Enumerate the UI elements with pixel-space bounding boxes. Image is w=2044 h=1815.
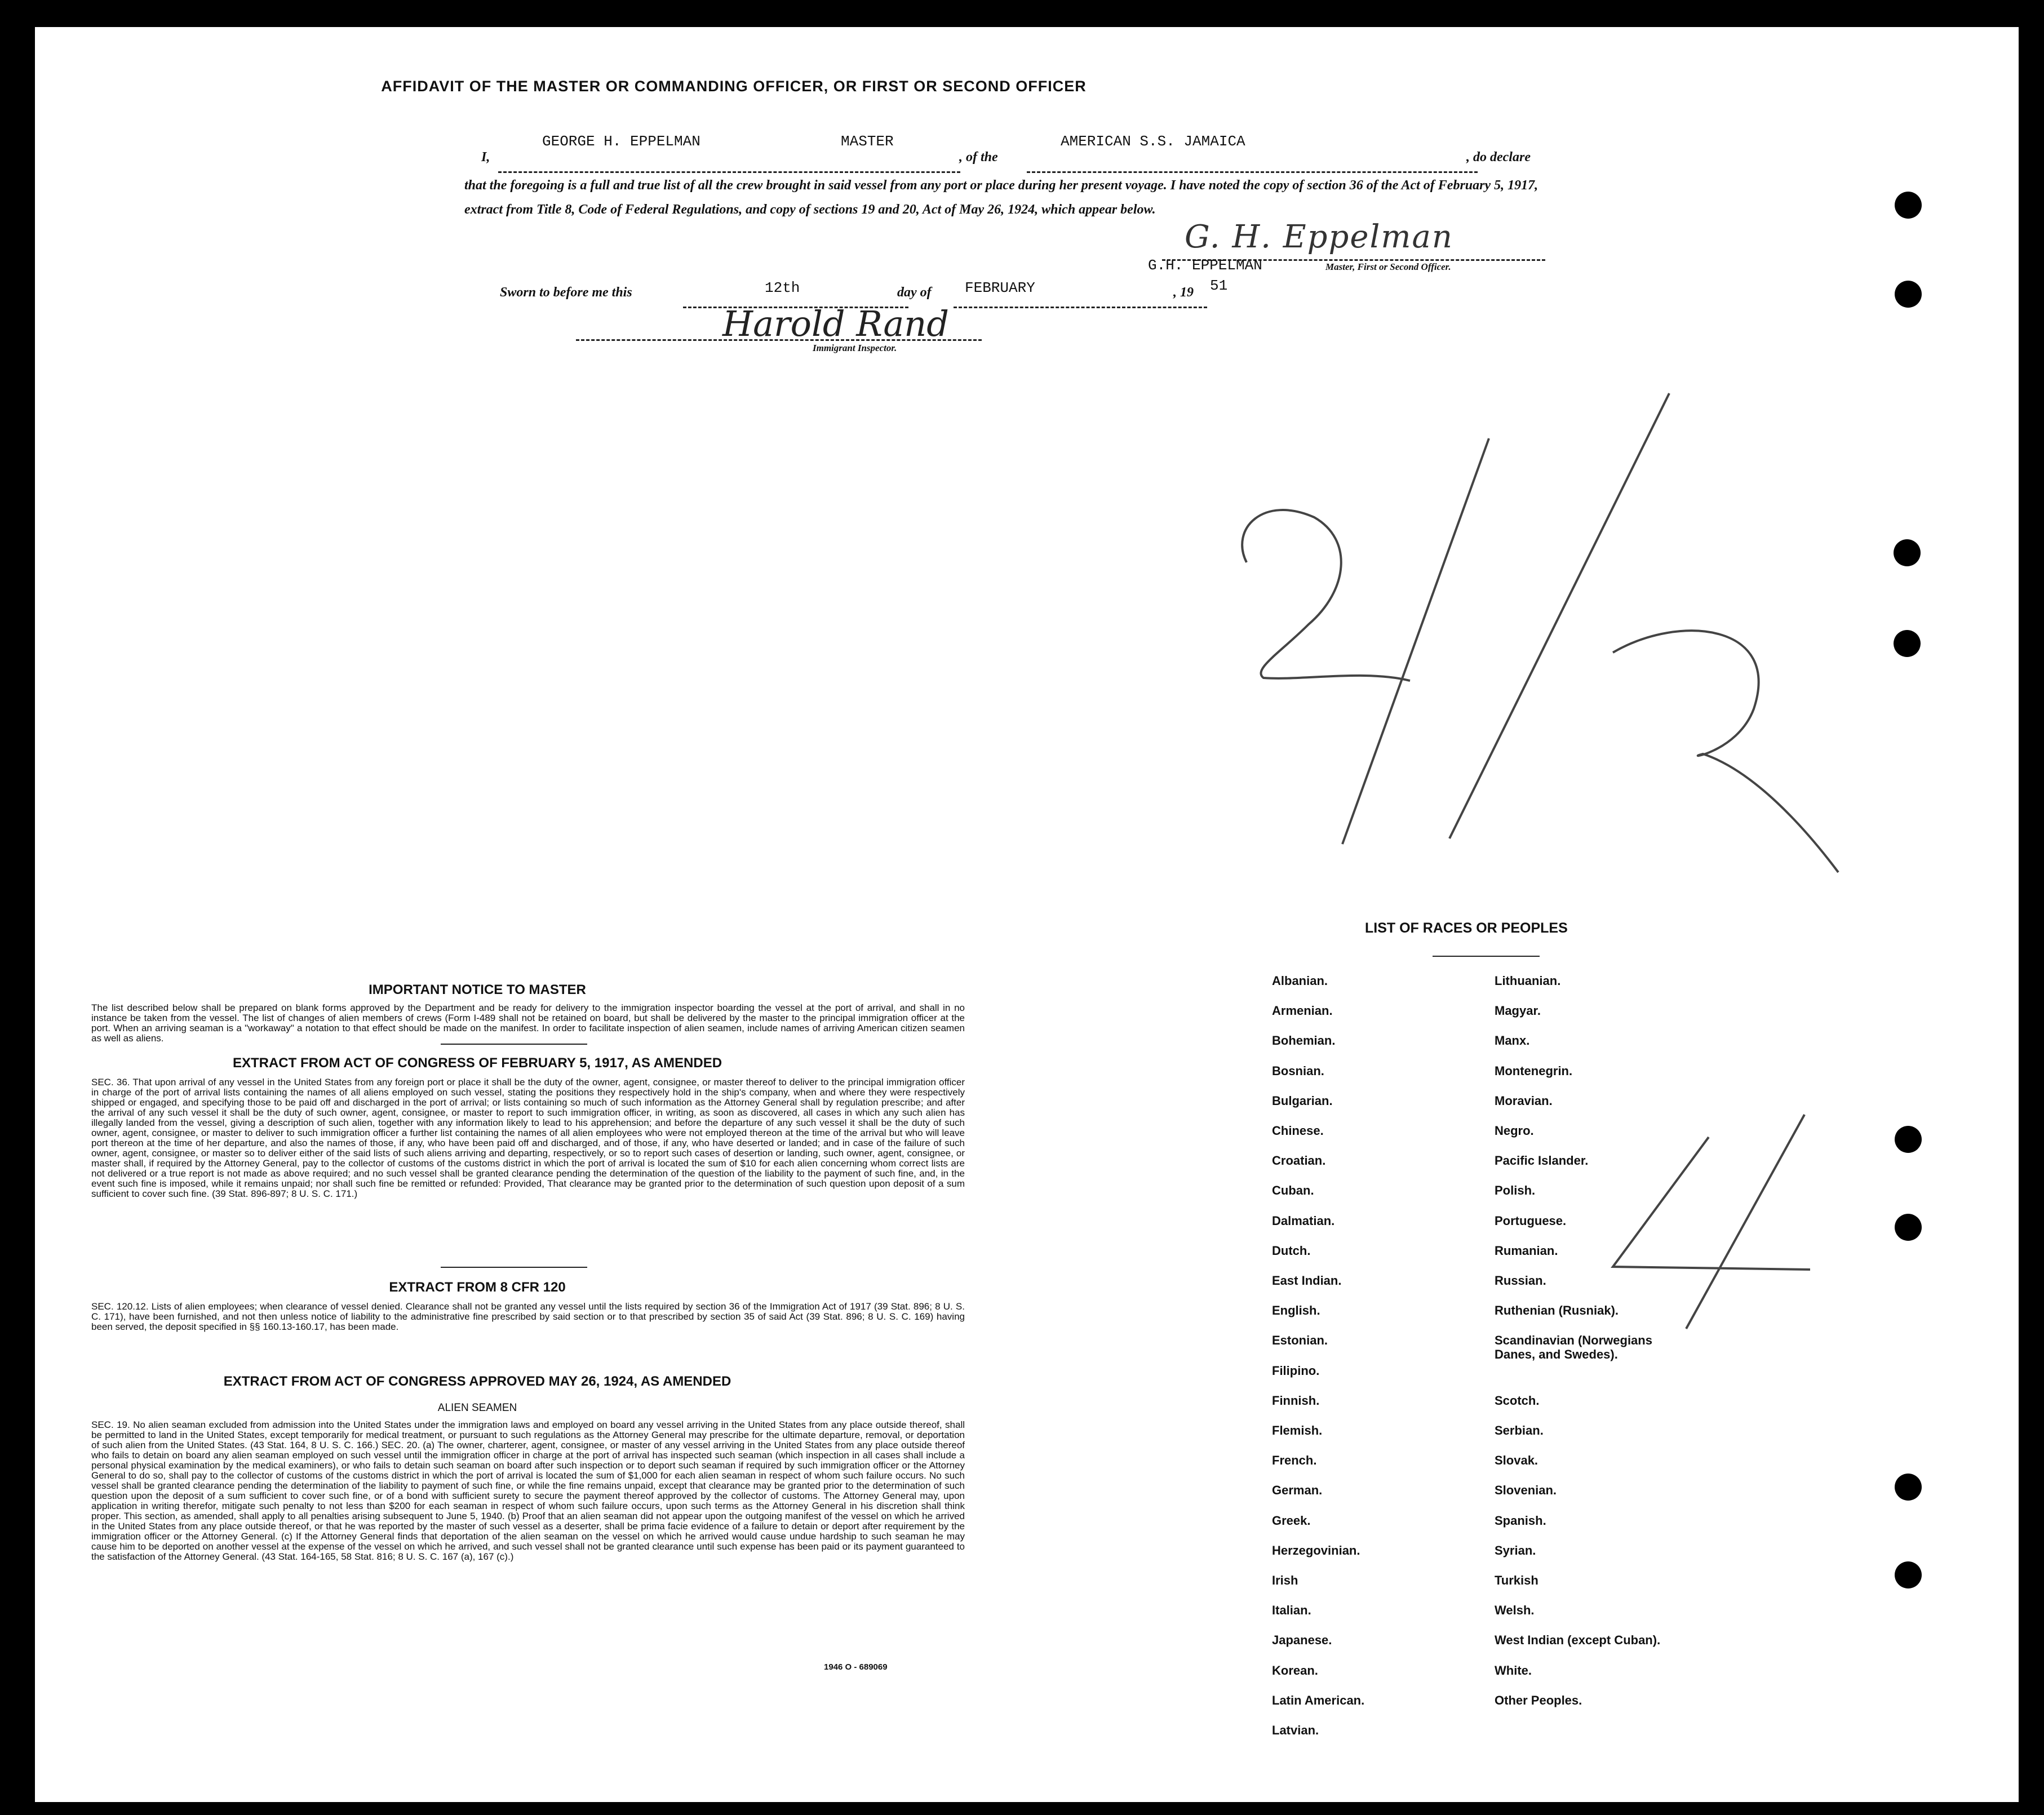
race-item: Serbian. [1495, 1423, 1544, 1437]
race-item: Manx. [1495, 1033, 1530, 1048]
inspector-signature: Harold Rand [722, 303, 949, 344]
declare-label: , do declare [1466, 150, 1531, 165]
year-prefix: , 19 [1173, 285, 1194, 300]
race-item: Chinese. [1272, 1124, 1324, 1138]
declarant-name: GEORGE H. EPPELMAN [542, 133, 700, 150]
of-the-label: , of the [959, 150, 998, 165]
race-item: English. [1272, 1303, 1320, 1318]
race-item: Filipino. [1272, 1363, 1320, 1378]
punch-hole [1895, 192, 1922, 219]
race-item: Bulgarian. [1272, 1093, 1333, 1108]
punch-hole [1895, 281, 1922, 308]
extract-1917-heading: EXTRACT FROM ACT OF CONGRESS OF FEBRUARY 5, 1917, AS AMENDED [232, 1055, 722, 1071]
race-item: Ruthenian (Rusniak). [1495, 1303, 1619, 1318]
race-item: Scotch. [1495, 1393, 1540, 1408]
inspector-caption: Immigrant Inspector. [813, 343, 897, 353]
declarant-prefix: I, [481, 150, 490, 165]
notice-text: The list described below shall be prepared on blank forms approved by the Department and be ready for delivery to the immigration inspector boarding the vessel at the port of arrival, and shall in no instance be taken from the vessel. The list of changes of alien members of crews (Form I-489 shall not be retained on board, but shall be delivered by the master to the principal immigration officer at the port. When an arriving seaman is a "workaway" a notation to that effect should be made on the manifest. In order to facilitate inspection of alien seamen, include names of arriving American citizen seamen as well as aliens. [91, 1002, 965, 1044]
declaration-body: that the foregoing is a full and true list of all the crew brought in said vessel from any port or place during her present voyage. I have noted the copy of section 36 of the Act of February 5, 1917, extract from Title 8, Code of Federal Regulations, and copy of sections 19 and 20, Act of May 26, 1924, which appear below. [464, 178, 1538, 217]
race-item: Scandinavian (Norwegians Danes, and Swedes). [1495, 1333, 1652, 1362]
race-item: Korean. [1272, 1663, 1318, 1678]
inspector-line [576, 320, 982, 341]
race-item: Irish [1272, 1573, 1298, 1587]
vessel-line [1027, 152, 1478, 173]
race-item: Pacific Islander. [1495, 1153, 1589, 1168]
race-item: Dalmatian. [1272, 1213, 1335, 1228]
race-item: Russian. [1495, 1273, 1546, 1288]
race-item: Armenian. [1272, 1004, 1333, 1018]
race-item: West Indian (except Cuban). [1495, 1633, 1661, 1648]
punch-hole [1895, 1561, 1922, 1588]
race-item: Slovak. [1495, 1453, 1538, 1468]
race-item: Negro. [1495, 1124, 1534, 1138]
race-item: Greek. [1272, 1513, 1311, 1528]
day-of-label: day of [897, 285, 932, 300]
race-item: East Indian. [1272, 1273, 1342, 1288]
race-item: Magyar. [1495, 1004, 1541, 1018]
year-suffix: 51 [1210, 277, 1228, 294]
extract-cfr-heading: EXTRACT FROM 8 CFR 120 [389, 1280, 566, 1295]
punch-hole [1894, 630, 1921, 657]
race-item: Other Peoples. [1495, 1693, 1582, 1707]
race-item: Portuguese. [1495, 1213, 1567, 1228]
sworn-day: 12th [765, 279, 800, 296]
declarant-line [498, 152, 960, 173]
races-divider [1433, 956, 1540, 957]
race-item: Italian. [1272, 1603, 1311, 1618]
divider-1 [441, 1044, 587, 1045]
race-item: Polish. [1495, 1183, 1536, 1198]
handwritten-number-mark [1596, 1109, 1821, 1334]
race-item: Latvian. [1272, 1723, 1319, 1737]
vessel-name: AMERICAN S.S. JAMAICA [1061, 133, 1245, 150]
race-item: Croatian. [1272, 1153, 1326, 1168]
extract-1924-heading: EXTRACT FROM ACT OF CONGRESS APPROVED MAY 26, 1924, AS AMENDED [223, 1374, 731, 1389]
race-item: Lithuanian. [1495, 974, 1561, 988]
extract-cfr-text: SEC. 120.12. Lists of alien employees; when clearance of vessel denied. Clearance shall not be granted any vessel until the lists required by section 36 of the Immigration Act of 1917 (39 Stat. 896; 8 U. S. C. 171), have been furnished, and not then unless notice of liability to the administrative fine prescribed by said section or to that prescribed by section 35 of said Act (39 Stat. 896; 8 U. S. C. 169) having been served, the deposit specified in §§ 160.13-160.17, has been made. [91, 1301, 965, 1332]
races-heading: LIST OF RACES OR PEOPLES [1365, 920, 1568, 936]
race-item: Montenegrin. [1495, 1063, 1573, 1078]
sworn-month: FEBRUARY [965, 279, 1035, 296]
extract-1917-text: SEC. 36. That upon arrival of any vessel in the United States from any foreign port or place it shall be the duty of the owner, agent, consignee, or master thereof to deliver to the principal immigration officer in charge of the port of arrival lists containing the names of all aliens employed on such vessel, stating the positions they respectively hold in the ship's company, when and where they were respectively shipped or engaged, and specifying those to be paid off and discharged in the port of arrival; or lists containing so much of such information as the Attorney General shall by regulation prescribe; and after the arrival of any such vessel it shall be the duty of such owner, agent, consignee, or master to report to such immigration officer, in writing, as soon as discovered, all cases in which any such alien has illegally landed from the vessel, giving a description of such alien, together with any information likely to lead to his apprehension; and before the departure of any such vessel it shall be the duty of such owner, agent, consignee, or master to deliver to such immigration officer a further list containing the names of all alien employees who were not employed thereon at the time of the arrival but who will leave port thereon at the time of her departure, and also the names of those, if any, who have been paid off and discharged, and of those, if any, who have deserted or landed; and in case of the failure of such owner, agent, consignee, or master so to deliver either of the said lists of such aliens arriving and departing, respectively, or so to report such cases of desertion or landing, such owner, agent, consignee, or master shall, if required by the Attorney General, pay to the collector of customs of the customs district in which the port of arrival is located the sum of $10 for each alien concerning whom correct lists are not delivered or a true report is not made as above required; and no such vessel shall be granted clearance pending the determination of the question of the liability to the payment of such fine, and, in the event such fine is imposed, while it remains unpaid; nor shall such fine be remitted or refunded: Provided, That clearance may be granted prior to the determination of such question upon deposit of a sum sufficient to cover such fine. (39 Stat. 896-897; 8 U. S. C. 171.) [91, 1077, 965, 1199]
race-item: Finnish. [1272, 1393, 1320, 1408]
race-item: Japanese. [1272, 1633, 1332, 1648]
race-item: Cuban. [1272, 1183, 1314, 1198]
notice-heading: IMPORTANT NOTICE TO MASTER [369, 982, 586, 997]
affidavit-title: AFFIDAVIT OF THE MASTER OR COMMANDING OFFICER, OR FIRST OR SECOND OFFICER [381, 78, 1087, 95]
punch-hole [1895, 1126, 1922, 1153]
alien-seamen-subheading: ALIEN SEAMEN [437, 1402, 517, 1414]
race-item: Welsh. [1495, 1603, 1535, 1618]
race-item: Turkish [1495, 1573, 1538, 1587]
race-item: Albanian. [1272, 974, 1328, 988]
punch-hole [1895, 1474, 1922, 1501]
race-item: Flemish. [1272, 1423, 1323, 1437]
signature-caption: Master, First or Second Officer. [1325, 261, 1451, 272]
master-signature: G. H. Eppelman [1185, 219, 1453, 255]
race-item: French. [1272, 1453, 1317, 1468]
race-item: Bosnian. [1272, 1063, 1324, 1078]
race-item: Slovenian. [1495, 1483, 1557, 1498]
punch-hole [1894, 539, 1921, 566]
handwritten-fraction-mark [1218, 388, 1861, 895]
document-page [35, 27, 2019, 1802]
declarant-rank: MASTER [841, 133, 894, 150]
race-item: White. [1495, 1663, 1532, 1678]
race-item: Syrian. [1495, 1543, 1536, 1557]
print-code: 1946 O - 689069 [824, 1662, 888, 1672]
race-item: German. [1272, 1483, 1323, 1498]
divider-2 [441, 1267, 587, 1268]
race-item: Estonian. [1272, 1333, 1328, 1348]
race-item: Rumanian. [1495, 1243, 1558, 1258]
sworn-prefix: Sworn to before me this [500, 285, 632, 300]
extract-1924-text: SEC. 19. No alien seaman excluded from admission into the United States under the immigration laws and employed on board any vessel arriving in the United States from any place outside thereof, shall be permitted to land in the United States, except temporarily for medical treatment, or pursuant to such regulations as the Attorney General may prescribe for the ultimate departure, removal, or deportation of such alien from the United States. (43 Stat. 164, 8 U. S. C. 166.) SEC. 20. (a) The owner, charterer, agent, consignee, or master of any vessel arriving in the United States from any place outside thereof who fails to detain on board any alien seaman employed on such vessel until the immigration officer in charge at the port of arrival has inspected such seaman (which inspection in all cases shall include a personal physical examination by the medical examiners), or who fails to detain such seaman on board after such inspection or to deport such seaman if required by such immigration officer or the Attorney General to do so, shall pay to the collector of customs of the customs district in which the port of arrival is located the sum of $1,000 for each alien seaman in respect of whom such failure occurs. No such vessel shall be granted clearance pending the determination of the liability to payment of such fine, or while the fine remains unpaid, except that clearance may be granted prior to the determination of such question upon the deposit of a sum sufficient to cover such fine, or of a bond with sufficient surety to secure the payment thereof approved by the collector of customs. The Attorney General may, upon application in writing therefor, mitigate such penalty to not less than $200 for each seaman in respect of whom such failure occurs, upon such terms as the Attorney General in his discretion shall think proper. This section, as amended, shall apply to all penalties arising subsequent to June 5, 1940. (b) Proof that an alien seaman did not appear upon the outgoing manifest of the vessel on which he arrived in the United States from any place outside thereof, or that he was reported by the master of such vessel as a deserter, shall be prima facie evidence of a failure to detain or deport after requirement by the immigration officer or the Attorney General. (c) If the Attorney General finds that deportation of the alien seaman on the vessel on which he arrived would cause undue hardship to such seaman he may cause him to be deported on another vessel at the expense of the vessel on which he arrived, and such vessel shall not be granted clearance until such expense has been paid or its payment guaranteed to the satisfaction of the Attorney General. (43 Stat. 164-165, 58 Stat. 816; 8 U. S. C. 167 (a), 167 (c).) [91, 1419, 965, 1562]
race-item: Moravian. [1495, 1093, 1553, 1108]
race-item: Bohemian. [1272, 1033, 1336, 1048]
race-item: Spanish. [1495, 1513, 1546, 1528]
punch-hole [1895, 1214, 1922, 1241]
race-item: Latin American. [1272, 1693, 1365, 1707]
race-item: Dutch. [1272, 1243, 1311, 1258]
signed-name: G.H. EPPELMAN [1148, 257, 1262, 274]
race-item: Herzegovinian. [1272, 1543, 1360, 1557]
